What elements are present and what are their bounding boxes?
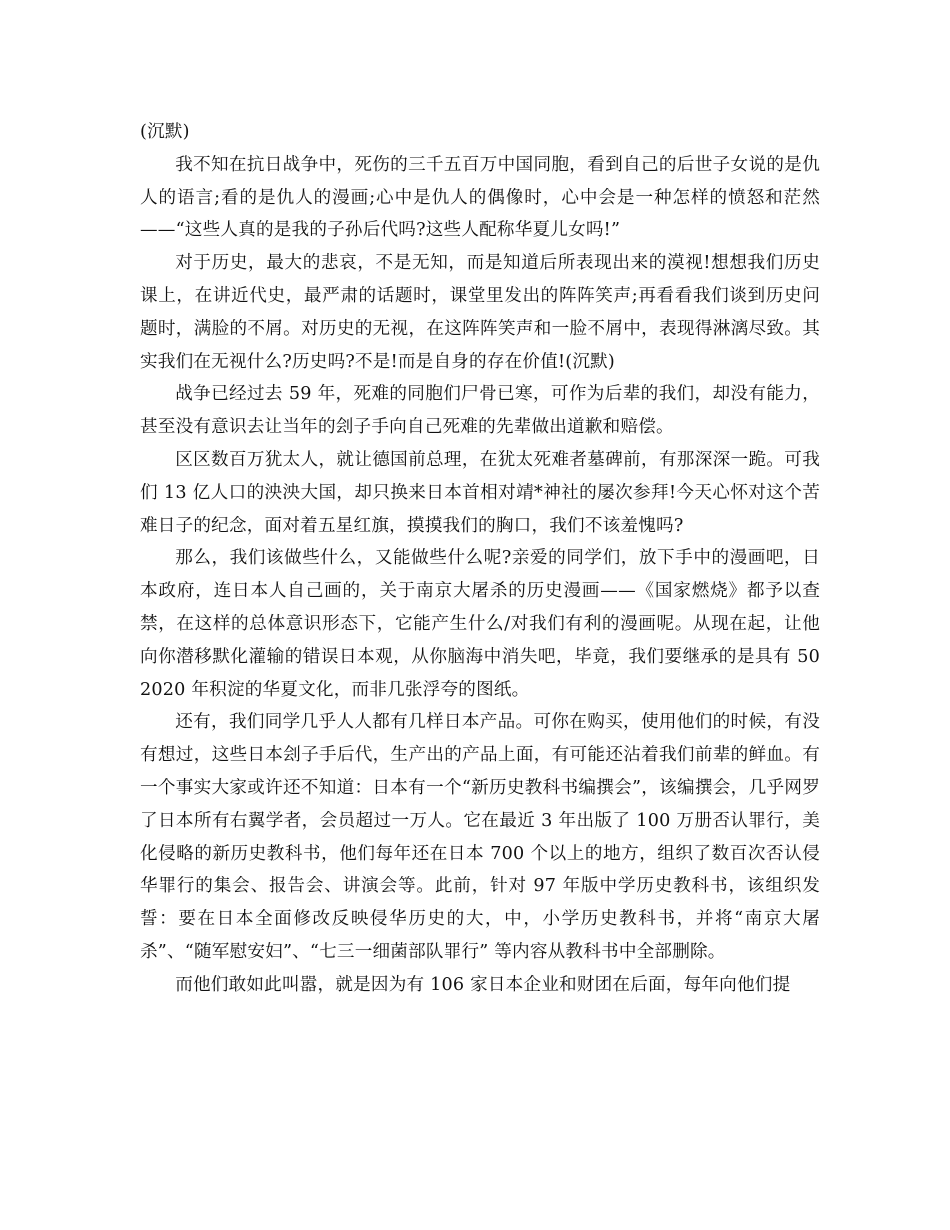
paragraph-jewish-comparison: 区区数百万犹太人，就让德国前总理，在犹太死难者墓碑前，有那深深一跪。可我们 13 亿人口的泱泱大国，却只换来日本首相对靖*神社的屡次参拜!今天心怀对这个苦难日子的纪念，面对着五星红旗，摸摸我们的胸口，我们不该羞愧吗? bbox=[140, 449, 820, 536]
document-body bbox=[140, 116, 820, 1002]
paragraph-what-to-do: 那么，我们该做些什么，又能做些什么呢?亲爱的同学们，放下手中的漫画吧，日本政府，连日本人自己画的，关于南京大屠杀的历史漫画——《国家燃烧》都予以查禁，在这样的总体意识形态下，它能产生什么/对我们有利的漫画呢。从现在起，让他向你潜移默化灌输的错误日本观，从你脑海中消失吧，毕竟，我们要继承的是具有 502020 年积淀的华夏文化，而非几张浮夸的图纸。 bbox=[140, 548, 820, 700]
paragraph-silence: (沉默) bbox=[140, 122, 190, 142]
paragraph-companies-funding: 而他们敢如此叫嚣，就是因为有 106 家日本企业和财团在后面，每年向他们提 bbox=[175, 974, 791, 995]
paragraph-war-victims: 我不知在抗日战争中，死伤的三千五百万中国同胞，看到自己的后世子女说的是仇人的语言;看的是仇人的漫画;心中是仇人的偶像时，心中会是一种怎样的愤怒和茫然——“这些人真的是我的子孙后代吗?这些人配称华夏儿女吗!” bbox=[140, 154, 820, 241]
paragraph-history-indifference: 对于历史，最大的悲哀，不是无知，而是知道后所表现出来的漠视!想想我们历史课上，在讲近代史，最严肃的话题时，课堂里发出的阵阵笑声;再看看我们谈到历史问题时，满脸的不屑。对历史的无视，在这阵阵笑声和一脸不屑中，表现得淋漓尽致。其实我们在无视什么?历史吗?不是!而是自身的存在价值!(沉默) bbox=[140, 253, 820, 372]
paragraph-japanese-products: 还有，我们同学几乎人人都有几样日本产品。可你在购买，使用他们的时候，有没有想过，这些日本刽子手后代，生产出的产品上面，有可能还沾着我们前辈的鲜血。有一个事实大家或许还不知道：日本有一个“新历史教科书编撰会”，该编撰会，几乎网罗了日本所有右翼学者，会员超过一万人。它在最近 3 年出版了 100 万册否认罪行，美化侵略的新历史教科书，他们每年还在日本 700 个以上的地方，组织了数百次否认侵华罪行的集会、报告会、讲演会等。此前，针对 97 年版中学历史教科书，该组织发誓：要在日本全面修改反映侵华历史的大，中，小学历史教科书，并将“南京大屠杀”、“随军慰安妇”、“七三一细菌部队罪行” 等内容从教科书中全部删除。 bbox=[140, 712, 820, 962]
paragraph-war-59-years: 战争已经过去 59 年，死难的同胞们尸骨已寒，可作为后辈的我们，却没有能力，甚至没有意识去让当年的刽子手向自己死难的先辈做出道歉和赔偿。 bbox=[140, 384, 820, 438]
